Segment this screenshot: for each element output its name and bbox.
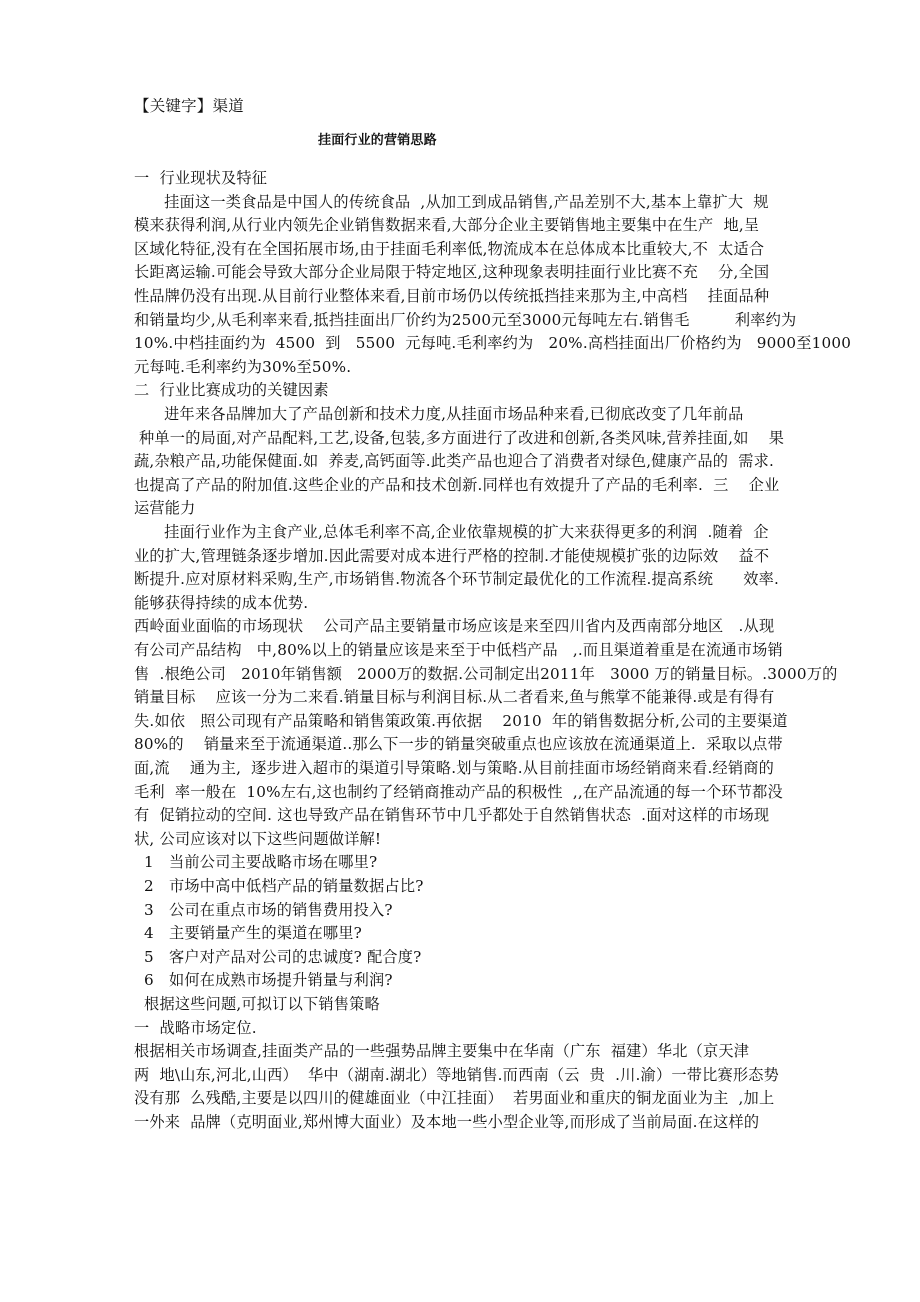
text-line: 2 市场中高中低档产品的销量数据占比? [134, 877, 424, 895]
text-line: 元每吨.毛利率约为30%至50%. [134, 357, 352, 376]
text-line: 售 .根绝公司 2010年销售额 2000万的数据.公司制定出2011年 3000 万的销量目标。.3000万的 [134, 664, 838, 683]
text-line: 挂面行业作为主食产业,总体毛利率不高,企业依靠规模的扩大来获得更多的利润 .随着 企 [134, 523, 769, 541]
text-line: 5 客户对产品对公司的忠诚度? 配合度? [134, 947, 422, 966]
text-line: 1 当前公司主要战略市场在哪里? [134, 853, 378, 872]
text-line: 二 行业比赛成功的关键因素 [134, 381, 329, 400]
text-line: 两 地\山东,河北,山西） 华中（湖南.湖北）等地销售.而西南（云 贵 .川.渝）一带比赛形态势 [134, 1065, 780, 1084]
page-title: 挂面行业的营销思路 [318, 133, 437, 148]
text-line: 断提升.应对原材料采购,生产,市场销售.物流各个环节制定最优化的工作流程.提高系统 效率. [134, 570, 780, 589]
text-line: 销量目标 应该一分为二来看.销量目标与利润目标.从二者看来,鱼与熊掌不能兼得.或是有得有 [134, 688, 775, 707]
text-line: 和销量均少,从毛利率来看,抵挡挂面出厂价约为2500元至3000元每吨左右.销售毛 利率约为 [134, 310, 797, 329]
text-line: 长距离运输.可能会导致大部分企业局限于特定地区,这种现象表明挂面行业比赛不充 分,全国 [134, 263, 770, 282]
text-line: 西岭面业面临的市场现状 公司产品主要销量市场应该是来至四川省内及西南部分地区 .从现 [134, 617, 775, 636]
text-line: 种单一的局面,对产品配料,工艺,设备,包装,多方面进行了改进和创新,各类风味,营养挂面,如 果 [134, 428, 785, 447]
text-line: 一外来 品牌（克明面业,郑州博大面业）及本地一些小型企业等,而形成了当前局面.在这样的 [134, 1113, 760, 1131]
text-line: 6 如何在成熟市场提升销量与利润? [134, 971, 393, 990]
text-line: 毛利 率一般在 10%左右,这也制约了经销商推动产品的积极性 ,,在产品流通的每一个环节都没 [134, 782, 783, 801]
text-line: 蔬,杂粮产品,功能保健面.如 养麦,高钙面等.此类产品也迎合了消费者对绿色,健康产品的 需求. [134, 452, 775, 471]
text-line: 挂面这一类食品是中国人的传统食品 ,从加工到成品销售,产品差别不大,基本上靠扩大 规 [134, 192, 769, 211]
text-line: 运营能力 [134, 499, 196, 518]
text-line: 没有那 么残酷,主要是以四川的健雄面业（中江挂面） 若男面业和重庆的铜龙面业为主 ,加上 [134, 1089, 775, 1108]
text-line: 模来获得利润,从行业内领先企业销售数据来看,大部分企业主要销售地主要集中在生产 地,呈 [134, 216, 760, 235]
text-line: 失.如依 照公司现有产品策略和销售策政策.再依据 2010 年的销售数据分析,公司的主要渠道 [134, 711, 788, 730]
text-line: 4 主要销量产生的渠道在哪里? [134, 924, 362, 943]
text-line: 也提高了产品的附加值.这些企业的产品和技术创新.同样也有效提升了产品的毛利率. 三 企业 [134, 475, 780, 494]
text-line: 进年来各品牌加大了产品创新和技术力度,从挂面市场品种来看,已彻底改变了几年前品 [134, 405, 744, 423]
text-line: 3 公司在重点市场的销售费用投入? [134, 900, 393, 919]
text-line: 80%的 销量来至于流通渠道..那么下一步的销量突破重点也应该放在流通渠道上. 采取以点带 [134, 735, 783, 754]
keyword-line: 【关键字】渠道 [134, 97, 244, 115]
text-line: 一 战略市场定位. [134, 1018, 257, 1037]
text-line: 业的扩大,管理链条逐步增加.因此需要对成本进行严格的控制.才能使规模扩张的边际效 益不 [134, 546, 770, 565]
text-line: 根据这些问题,可拟订以下销售策略 [134, 995, 380, 1013]
text-line: 性品牌仍没有出现.从目前行业整体来看,目前市场仍以传统抵挡挂来那为主,中高档 挂面品种 [134, 287, 770, 305]
text-line: 有 促销拉动的空间. 这也导致产品在销售环节中几乎都处于自然销售状态 .面对这样的市场现 [134, 806, 770, 825]
text-line: 面,流 通为主, 逐步进入超市的渠道引导策略.划与策略.从目前挂面市场经销商来看.经销商的 [134, 759, 775, 777]
text-line: 根据相关市场调查,挂面类产品的一些强势品牌主要集中在华南（广东 福建）华北（京天津 [134, 1042, 750, 1061]
text-line: 区域化特征,没有在全国拓展市场,由于挂面毛利率低,物流成本在总体成本比重较大,不 太适合 [134, 239, 765, 258]
text-line: 状, 公司应该对以下这些问题做详解! [134, 829, 382, 848]
text-line: 一 行业现状及特征 [134, 169, 268, 187]
text-line: 有公司产品结构 中,80%以上的销量应该是来至于中低档产品 ,.而且渠道着重是在流通市场销 [134, 641, 783, 659]
text-line: 10%.中档挂面约为 4500 到 5500 元每吨.毛利率约为 20%.高档挂面出厂价格约为 9000至1000 [134, 334, 852, 353]
text-line: 能够获得持续的成本优势. [134, 593, 309, 612]
